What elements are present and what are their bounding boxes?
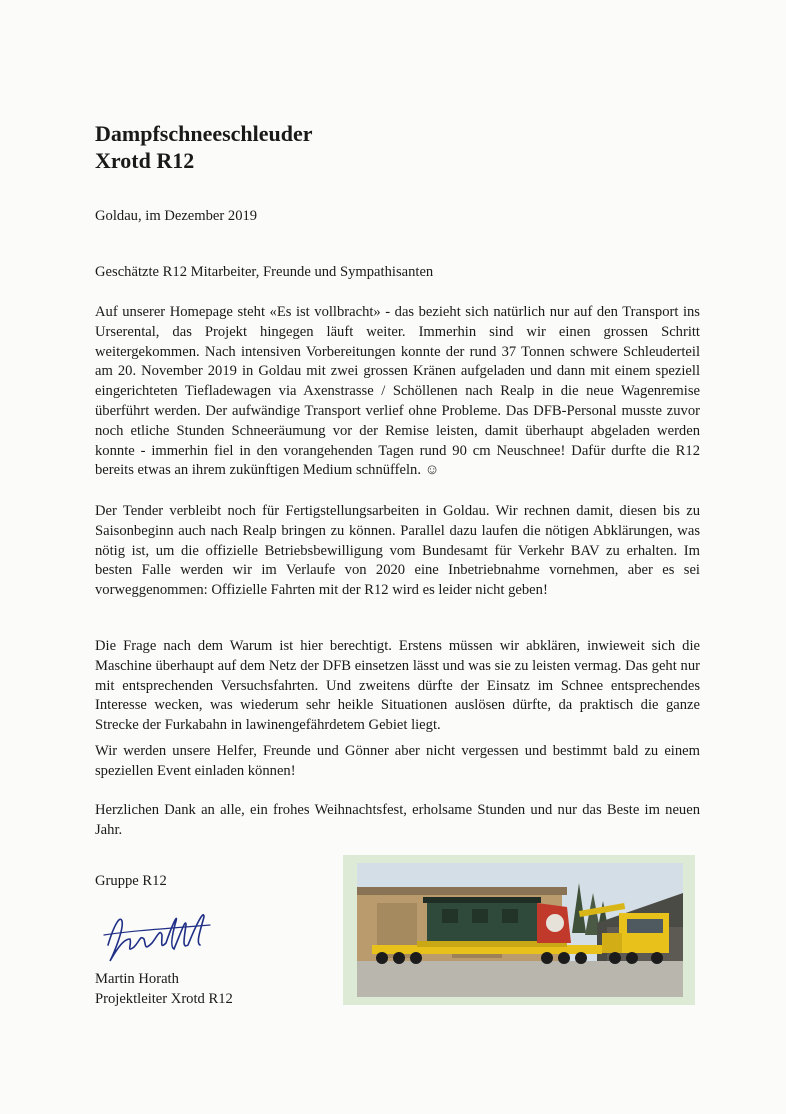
- title-line-1: Dampfschneeschleuder: [95, 121, 313, 146]
- title-line-2: Xrotd R12: [95, 148, 195, 173]
- sender-group: Gruppe R12: [95, 873, 167, 889]
- paragraph-5: Herzlichen Dank an alle, ein frohes Weihnachtsfest, erholsame Stunden und nur das Beste im neuen Jahr.: [95, 802, 700, 838]
- greeting: Geschätzte R12 Mitarbeiter, Freunde und Sympathisanten: [95, 264, 434, 280]
- letter-title: [95, 120, 313, 174]
- signer-name: Martin Horath: [95, 971, 179, 987]
- signer-block: [95, 970, 233, 1010]
- paragraph-2: Der Tender verbleibt noch für Fertigstellungsarbeiten in Goldau. Wir rechnen damit, diesen bis zu Saisonbeginn auch nach Realp bringen zu können. Parallel dazu laufen die nötigen Abklärungen, was nötig ist, um die offizielle Betriebsbewilligung vom Bundesamt für Verkehr BAV zu erhalten. Im besten Falle werden wir im Verlaufe von 2020 eine Inbetriebnahme vornehmen, aber es sei vorweggenommen: Offizielle Fahrten mit der R12 wird es leider nicht geben!: [95, 503, 700, 599]
- photo-frame: [343, 855, 695, 1005]
- date-line: Goldau, im Dezember 2019: [95, 208, 258, 224]
- transport-truck-photo: [357, 863, 683, 997]
- signer-role: Projektleiter Xrotd R12: [95, 990, 233, 1007]
- paragraph-3: Die Frage nach dem Warum ist hier berechtigt. Erstens müssen wir abklären, inwieweit sich die Maschine überhaupt auf dem Netz der DFB einsetzen lässt und was sie zu leisten vermag. Das geht nur mit entsprechenden Versuchsfahrten. Und zweitens dürfte der Einsatz im Schnee entsprechendes Interesse wecken, was wiederum sehr heikle Situationen auslösen dürfte, da praktisch die ganze Strecke der Furkabahn in lawinengefährdetem Gebiet liegt.: [95, 638, 700, 734]
- handwritten-signature-icon: [100, 895, 220, 970]
- paragraph-1: Auf unserer Homepage steht «Es ist vollbracht» - das bezieht sich natürlich nur auf den Transport ins Urserental, das Projekt hingegen läuft weiter. Immerhin sind wir einen grossen Schritt weitergekommen. Nach intensiven Vorbereitungen konnte der rund 37 Tonnen schwere Schleuderteil am 20. November 2019 in Goldau mit zwei grossen Kränen aufgeladen und dann mit einem speziell eingerichteten Tiefladewagen via Axenstrasse / Schöllenen nach Realp in die neue Wagenremise überführt werden. Der aufwändige Transport verlief ohne Probleme. Das DFB-Personal musste zuvor noch etliche Stunden Schneeräumung vor der Remise leisten, damit überhaupt abgeladen werden konnte - immerhin fiel in den vorangehenden Tagen rund 90 cm Neuschnee! Dafür durfte die R12 bereits etwas an ihrem zukünftigen Medium schnüffeln. ☺: [95, 304, 700, 479]
- paragraph-4: Wir werden unsere Helfer, Freunde und Gönner aber nicht vergessen und bestimmt bald zu einem speziellen Event einladen können!: [95, 743, 700, 779]
